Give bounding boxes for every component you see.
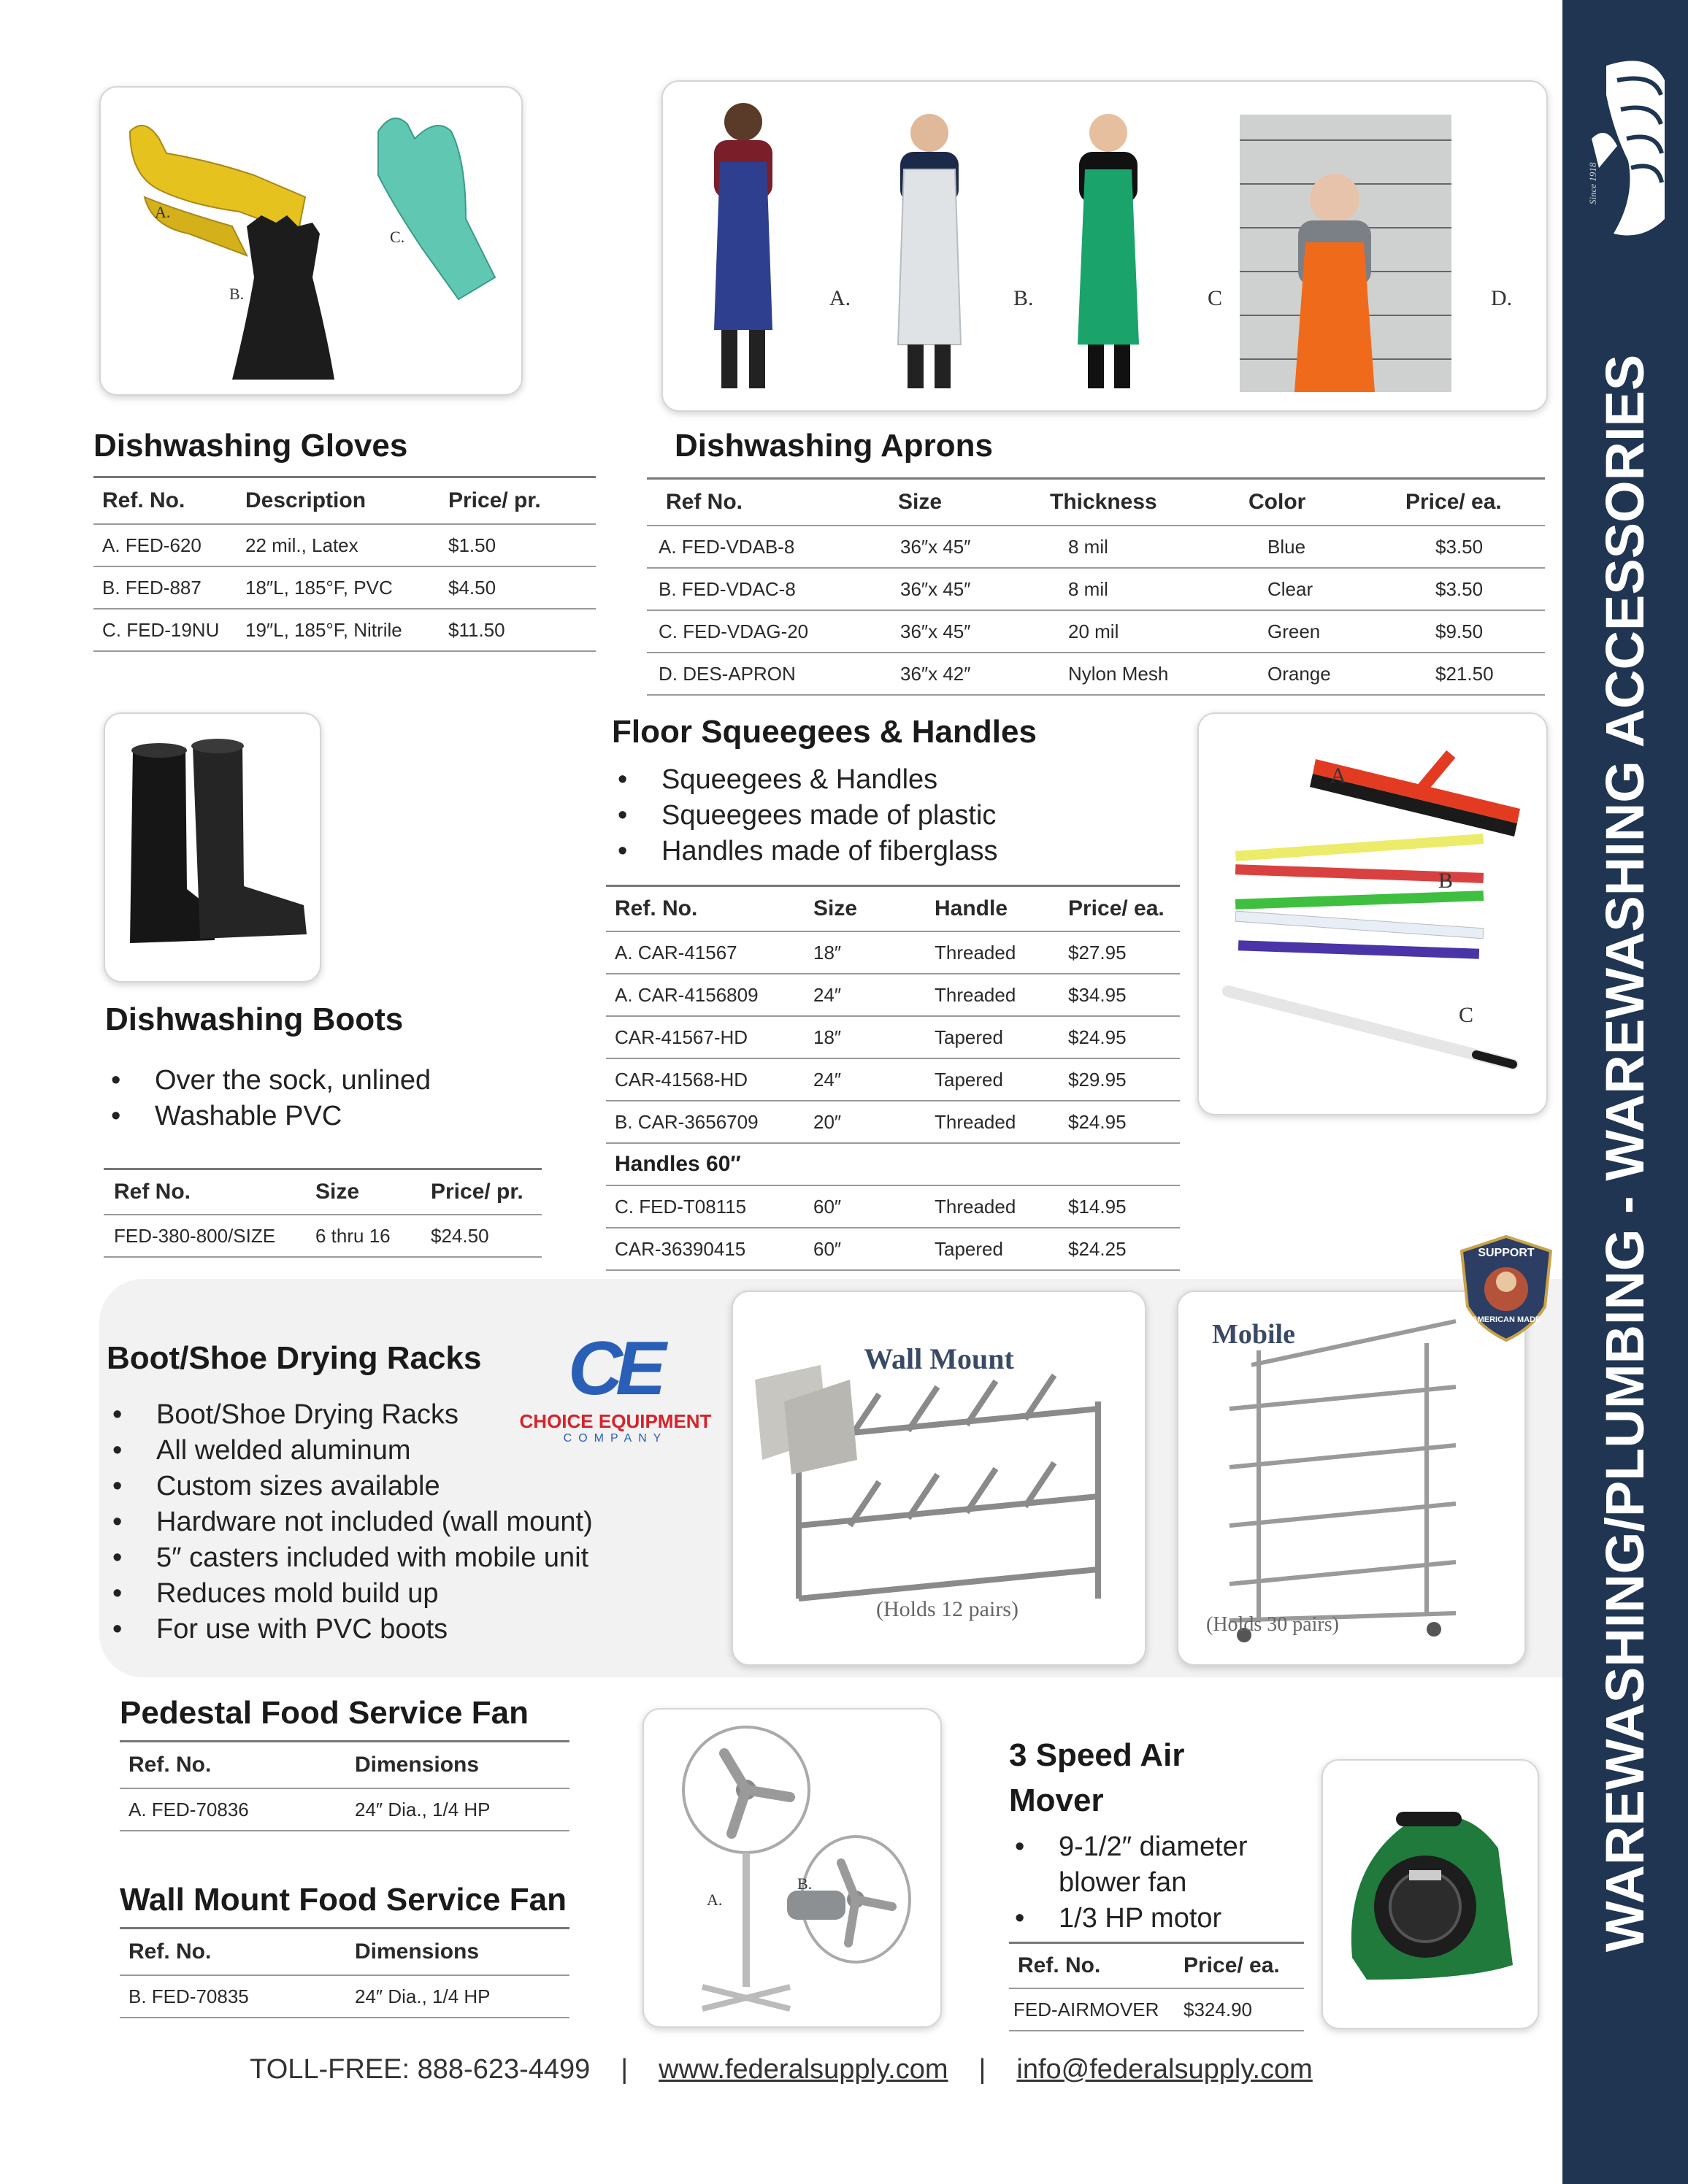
table-header: Ref. No. Dimensions: [120, 1742, 569, 1789]
brand-logo: [1584, 51, 1672, 248]
fans-illustration: [644, 1710, 940, 2026]
eagle-flag-icon: [1584, 51, 1672, 248]
list-item: • Washable PVC: [105, 1099, 431, 1134]
gloves-table: [93, 476, 596, 652]
table-row: CAR-36390415 60″ Tapered $24.25: [606, 1228, 1180, 1271]
racks-title: Boot/Shoe Drying Racks: [107, 1340, 482, 1376]
table-header: Ref No. Size Thickness Color Price/ ea.: [647, 480, 1545, 526]
list-item: • All welded aluminum: [107, 1433, 593, 1469]
gloves-illustration: [101, 88, 521, 394]
mobile-rack-caption: (Holds 30 pairs): [1206, 1613, 1339, 1636]
list-item: • 9-1/2″ diameter blower fan: [1009, 1829, 1247, 1901]
squeegee-label-b: B: [1438, 869, 1454, 893]
table-row: B. FED-70835 24″ Dia., 1/4 HP: [120, 1976, 569, 2018]
list-item: • Squeegees made of plastic: [612, 798, 997, 834]
fan-wall-title: Wall Mount Food Service Fan: [120, 1882, 567, 1918]
boots-image: [104, 712, 321, 983]
choice-equipment-logo: [517, 1326, 714, 1445]
handle-c-icon: [1228, 991, 1513, 1064]
table-header: Ref. No. Description Price/ pr.: [93, 478, 596, 525]
badge-bottom-text: AMERICAN MADE: [1471, 1315, 1541, 1324]
ce-sub: COMPANY: [563, 1432, 668, 1445]
footer-separator: |: [978, 2054, 986, 2085]
apron-label-b: B.: [1013, 286, 1034, 310]
table-row: C. FED-VDAG-20 36″x 45″ 20 mil Green $9.50: [647, 611, 1545, 653]
apron-label-c: C: [1208, 286, 1223, 310]
aprons-title: Dishwashing Aprons: [675, 428, 993, 464]
squeegees-table: [606, 885, 1180, 1271]
list-item: • Hardware not included (wall mount): [107, 1504, 593, 1540]
glove-label-b: B.: [229, 285, 245, 303]
table-row: CAR-41568-HD 24″ Tapered $29.95: [606, 1059, 1180, 1101]
footer: [0, 2054, 1562, 2085]
table-row: A. FED-70836 24″ Dia., 1/4 HP: [120, 1789, 569, 1831]
pedestal-fan-icon: [683, 1727, 809, 2009]
wall-rack-image: [732, 1291, 1146, 1666]
footer-website-link[interactable]: www.federalsupply.com: [659, 2054, 948, 2085]
aprons-table: [647, 477, 1545, 696]
list-item: • Squeegees & Handles: [612, 762, 997, 798]
aprons-illustration: [663, 82, 1546, 410]
list-item: • Reduces mold build up: [107, 1576, 593, 1612]
apron-label-d: D.: [1491, 286, 1513, 310]
table-row: FED-380-800/SIZE 6 thru 16 $24.50: [104, 1215, 542, 1258]
table-row: B. FED-887 18″L, 185°F, PVC $4.50: [93, 567, 596, 610]
table-row: D. DES-APRON 36″x 42″ Nylon Mesh Orange $21.50: [647, 653, 1545, 696]
boots-title: Dishwashing Boots: [105, 1001, 404, 1037]
list-item: • 5″ casters included with mobile unit: [107, 1540, 593, 1576]
table-row: B. CAR-3656709 20″ Threaded $24.95: [606, 1101, 1180, 1144]
table-row: C. FED-19NU 19″L, 185°F, Nitrile $11.50: [93, 610, 596, 652]
glove-label-c: C.: [390, 228, 405, 246]
fans-image: [642, 1708, 942, 2028]
list-item: • Over the sock, unlined: [105, 1063, 431, 1099]
table-row: CAR-41567-HD 18″ Tapered $24.95: [606, 1017, 1180, 1059]
apron-c-figure: [1078, 114, 1139, 388]
ce-mark: CE: [568, 1326, 659, 1411]
nitrile-glove-icon: [378, 118, 495, 299]
mobile-rack-image: [1177, 1291, 1526, 1666]
fan-label-b: B.: [797, 1875, 813, 1893]
footer-email-link[interactable]: info@federalsupply.com: [1016, 2054, 1313, 2085]
support-american-made-badge: [1459, 1234, 1554, 1343]
fan-pedestal-table: [120, 1740, 569, 1831]
apron-a-figure: [714, 103, 772, 388]
ce-name: CHOICE EQUIPMENT: [519, 1410, 712, 1432]
table-row: C. FED-T08115 60″ Threaded $14.95: [606, 1186, 1180, 1228]
boots-icon: [105, 714, 320, 981]
wall-rack-title: Wall Mount: [864, 1342, 1014, 1375]
boots-table: [104, 1168, 542, 1258]
wall-rack-caption: (Holds 12 pairs): [876, 1597, 1018, 1621]
table-header: Ref. No. Price/ ea.: [1009, 1944, 1304, 1989]
table-row: A. FED-620 22 mil., Latex $1.50: [93, 525, 596, 567]
squeegees-image: [1197, 712, 1548, 1115]
glove-label-a: A.: [155, 203, 171, 221]
table-row: A. FED-VDAB-8 36″x 45″ 8 mil Blue $3.50: [647, 526, 1545, 569]
fan-pedestal-title: Pedestal Food Service Fan: [120, 1695, 529, 1731]
gloves-title: Dishwashing Gloves: [93, 428, 408, 464]
squeegee-b-icon: [1235, 834, 1484, 959]
air-mover-title-line1: 3 Speed Air: [1009, 1737, 1185, 1773]
squeegee-label-c: C: [1459, 1003, 1474, 1027]
table-header: Ref. No. Size Handle Price/ ea.: [606, 887, 1180, 932]
list-item: • Boot/Shoe Drying Racks: [107, 1397, 593, 1433]
pvc-glove-icon: [232, 215, 334, 380]
logo-script: Since 1918: [1587, 162, 1598, 204]
sidebar-title: WAREWASHING/PLUMBING - WAREWASHING ACCESSORIES: [1595, 354, 1655, 1953]
table-row: FED-AIRMOVER $324.90: [1009, 1989, 1304, 2031]
apron-label-a: A.: [829, 286, 851, 310]
squeegee-label-a: A: [1330, 764, 1346, 788]
list-item: • Handles made of fiberglass: [612, 834, 997, 869]
apron-b-figure: [898, 114, 961, 388]
apron-d-figure: [1240, 115, 1451, 392]
boots-bullets: [105, 1063, 431, 1134]
squeegees-illustration: [1199, 714, 1546, 1114]
table-subheader: Handles 60″: [606, 1144, 1180, 1186]
apron-d-orange: [1294, 242, 1375, 392]
air-mover-icon: [1323, 1761, 1538, 2028]
fan-label-a: A.: [707, 1891, 723, 1909]
apron-a-blue: [714, 162, 772, 330]
air-mover-bullets: [1009, 1829, 1247, 1937]
list-item: • 1/3 HP motor: [1009, 1901, 1247, 1937]
air-mover-title-line2: Mover: [1009, 1783, 1104, 1818]
badge-top-text: SUPPORT: [1478, 1247, 1535, 1259]
list-item: • For use with PVC boots: [107, 1612, 593, 1647]
footer-separator: |: [621, 2054, 629, 2085]
apron-b-clear: [898, 169, 961, 345]
fan-wall-table: [120, 1927, 569, 2018]
aprons-image: [661, 80, 1548, 412]
mobile-rack-title: Mobile: [1212, 1319, 1295, 1350]
mobile-rack-icon: [1178, 1292, 1524, 1664]
table-row: A. CAR-4156809 24″ Threaded $34.95: [606, 974, 1180, 1017]
wall-fan-icon: [787, 1837, 910, 1962]
air-mover-image: [1321, 1759, 1539, 2029]
gloves-image: [99, 86, 523, 396]
table-row: B. FED-VDAC-8 36″x 45″ 8 mil Clear $3.50: [647, 569, 1545, 611]
apron-c-green: [1078, 169, 1139, 345]
table-header: Ref No. Size Price/ pr.: [104, 1170, 542, 1215]
table-header: Ref. No. Dimensions: [120, 1929, 569, 1976]
list-item: • Custom sizes available: [107, 1469, 593, 1504]
squeegees-title: Floor Squeegees & Handles: [612, 714, 1037, 750]
squeegees-bullets: [612, 762, 997, 869]
table-row: A. CAR-41567 18″ Threaded $27.95: [606, 932, 1180, 974]
footer-phone: TOLL-FREE: 888-623-4499: [250, 2054, 591, 2085]
air-mover-table: [1009, 1942, 1304, 2031]
